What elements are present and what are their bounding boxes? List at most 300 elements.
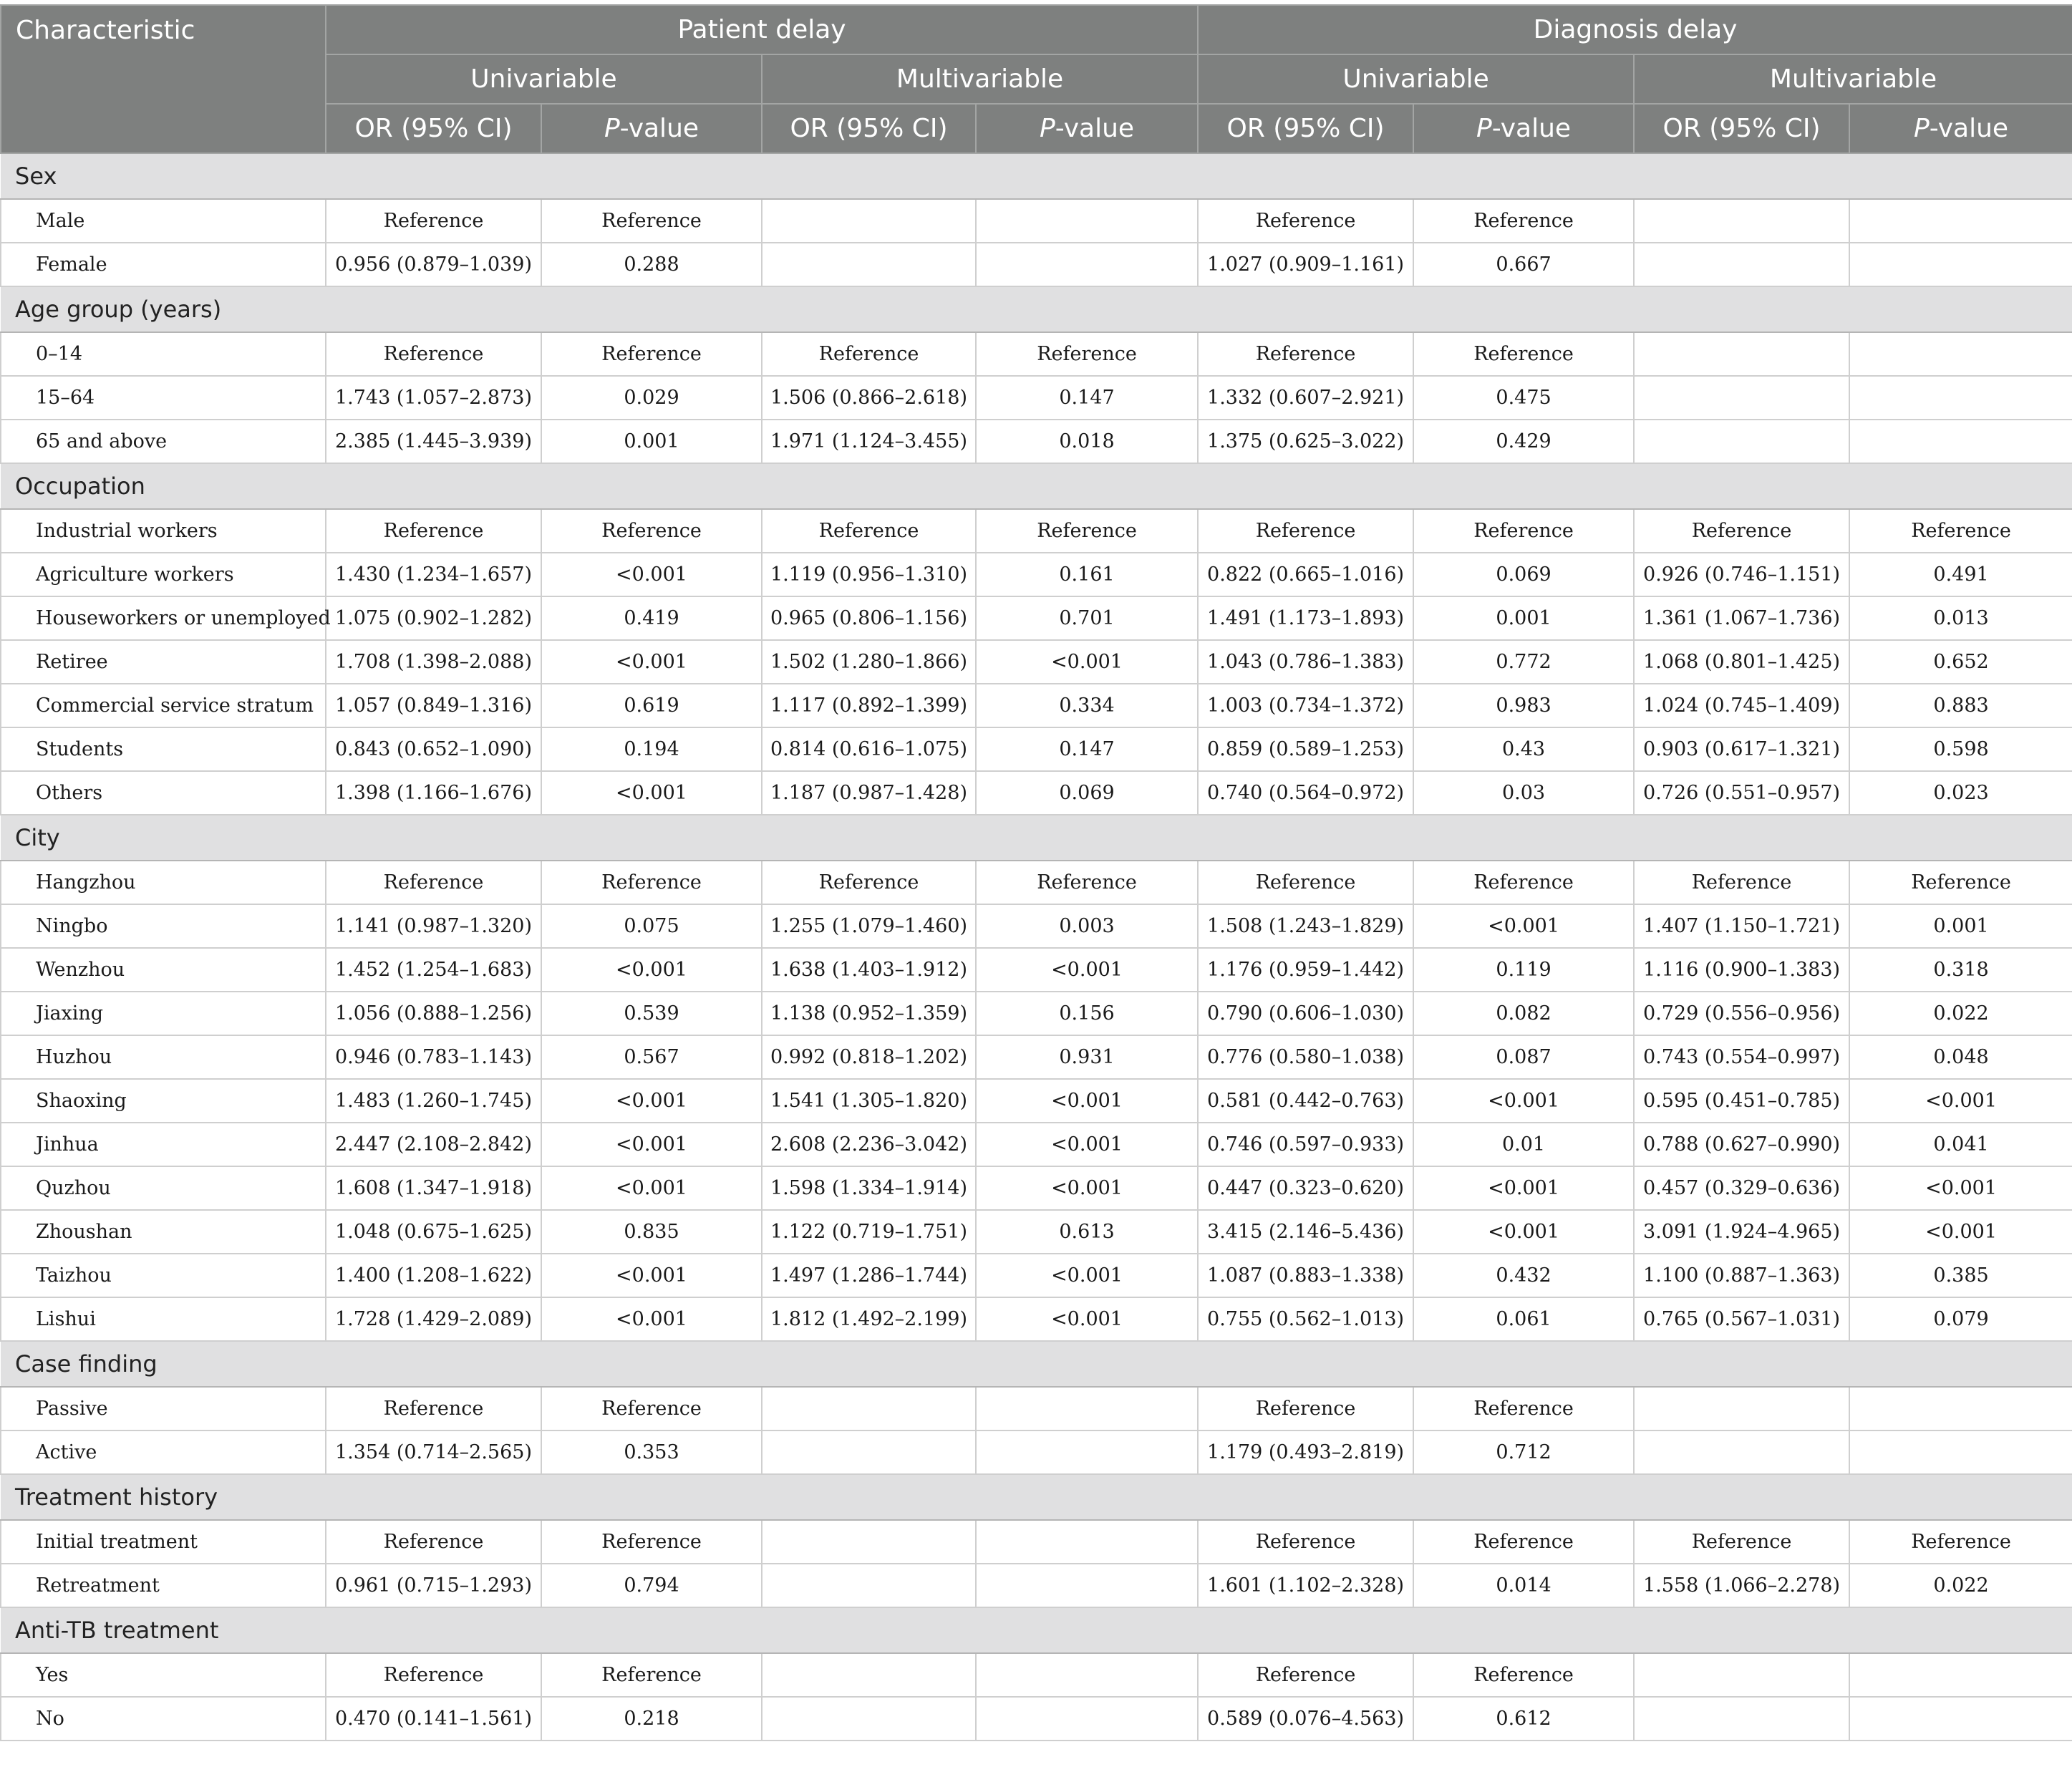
- row-label: Lishui: [1, 1297, 326, 1341]
- or-ci-cell: 0.470 (0.141–1.561): [326, 1697, 541, 1741]
- p-value-cell: 0.353: [541, 1430, 762, 1474]
- row-label: Others: [1, 771, 326, 815]
- table-row: [1, 1387, 2072, 1430]
- or-ci-cell: [762, 199, 976, 243]
- row-label: Retreatment: [1, 1564, 326, 1607]
- or-ci-cell: [1634, 1697, 1849, 1741]
- table-row: [1, 948, 2072, 992]
- row-label: Students: [1, 727, 326, 771]
- patient-delay-header: Patient delay: [326, 5, 1198, 54]
- or-ci-cell: [762, 1564, 976, 1607]
- or-ci-cell: 1.638 (1.403–1.912): [762, 948, 976, 992]
- patient-univariable-header: Univariable: [326, 54, 762, 104]
- p-value-cell: 0.156: [976, 992, 1198, 1035]
- or-ci-cell: Reference: [326, 1520, 541, 1564]
- or-ci-cell: 0.589 (0.076–4.563): [1198, 1697, 1413, 1741]
- or-ci-cell: Reference: [326, 861, 541, 904]
- table-row: [1, 509, 2072, 553]
- table-row: [1, 1123, 2072, 1166]
- p-value-cell: 0.288: [541, 243, 762, 286]
- or-ci-cell: 0.961 (0.715–1.293): [326, 1564, 541, 1607]
- p-value-cell: Reference: [1849, 1520, 2072, 1564]
- table-row: [1, 243, 2072, 286]
- or-ci-cell: 1.361 (1.067–1.736): [1634, 596, 1849, 640]
- p-value-cell: 0.003: [976, 904, 1198, 948]
- or-ci-cell: 1.057 (0.849–1.316): [326, 684, 541, 727]
- or-ci-cell: 1.400 (1.208–1.622): [326, 1254, 541, 1297]
- or-ci-cell: Reference: [1198, 509, 1413, 553]
- or-ci-cell: 1.187 (0.987–1.428): [762, 771, 976, 815]
- table-row: [1, 376, 2072, 420]
- or-ci-cell: 1.122 (0.719–1.751): [762, 1210, 976, 1254]
- group-title: Case finding: [1, 1341, 2072, 1387]
- or-ci-cell: 3.091 (1.924–4.965): [1634, 1210, 1849, 1254]
- p-value-cell: Reference: [541, 1387, 762, 1430]
- or-ci-cell: 0.992 (0.818–1.202): [762, 1035, 976, 1079]
- p-value-header: P-value: [541, 104, 762, 153]
- p-value-header: P-value: [976, 104, 1198, 153]
- or-ci-cell: Reference: [326, 1387, 541, 1430]
- or-ci-cell: 2.608 (2.236–3.042): [762, 1123, 976, 1166]
- p-value-cell: 0.048: [1849, 1035, 2072, 1079]
- p-value-cell: [976, 1564, 1198, 1607]
- p-value-cell: 0.619: [541, 684, 762, 727]
- row-label: Jiaxing: [1, 992, 326, 1035]
- p-value-cell: [1849, 1653, 2072, 1697]
- group-title: Anti-TB treatment: [1, 1607, 2072, 1653]
- or-ci-cell: 1.068 (0.801–1.425): [1634, 640, 1849, 684]
- regression-table: [0, 4, 2072, 1741]
- row-label: Houseworkers or unemployed: [1, 596, 326, 640]
- diagnosis-multivariable-header: Multivariable: [1634, 54, 2072, 104]
- table-row: [1, 992, 2072, 1035]
- p-value-cell: [1849, 1430, 2072, 1474]
- row-label: Commercial service stratum: [1, 684, 326, 727]
- p-value-cell: <0.001: [541, 553, 762, 596]
- p-value-cell: 0.061: [1413, 1297, 1634, 1341]
- patient-multivariable-header: Multivariable: [762, 54, 1198, 104]
- or-ci-cell: [762, 1387, 976, 1430]
- p-value-cell: <0.001: [1413, 1079, 1634, 1123]
- characteristic-header: Characteristic: [1, 5, 326, 153]
- or-ci-cell: 0.581 (0.442–0.763): [1198, 1079, 1413, 1123]
- row-label: Ningbo: [1, 904, 326, 948]
- or-ci-header: OR (95% CI): [326, 104, 541, 153]
- or-ci-cell: [762, 1653, 976, 1697]
- row-label: Shaoxing: [1, 1079, 326, 1123]
- group-row: [1, 1607, 2072, 1653]
- p-value-cell: 0.079: [1849, 1297, 2072, 1341]
- or-ci-cell: 1.601 (1.102–2.328): [1198, 1564, 1413, 1607]
- row-label: No: [1, 1697, 326, 1741]
- or-ci-cell: 0.859 (0.589–1.253): [1198, 727, 1413, 771]
- or-ci-cell: Reference: [762, 332, 976, 376]
- or-ci-cell: 0.843 (0.652–1.090): [326, 727, 541, 771]
- p-value-cell: 0.01: [1413, 1123, 1634, 1166]
- p-value-header: P-value: [1413, 104, 1634, 153]
- or-ci-cell: 1.708 (1.398–2.088): [326, 640, 541, 684]
- table-row: [1, 1653, 2072, 1697]
- p-value-cell: 0.701: [976, 596, 1198, 640]
- p-value-cell: 0.119: [1413, 948, 1634, 992]
- p-value-cell: 0.429: [1413, 420, 1634, 463]
- group-row: [1, 1474, 2072, 1520]
- or-ci-cell: 1.430 (1.234–1.657): [326, 553, 541, 596]
- p-value-cell: [1849, 376, 2072, 420]
- p-value-cell: Reference: [1849, 861, 2072, 904]
- table-row: [1, 1564, 2072, 1607]
- or-ci-cell: Reference: [1198, 332, 1413, 376]
- or-ci-cell: 0.447 (0.323–0.620): [1198, 1166, 1413, 1210]
- or-ci-cell: 1.003 (0.734–1.372): [1198, 684, 1413, 727]
- table-row: [1, 199, 2072, 243]
- p-value-cell: <0.001: [541, 771, 762, 815]
- table-row: [1, 640, 2072, 684]
- p-value-cell: [1849, 420, 2072, 463]
- or-ci-cell: 2.447 (2.108–2.842): [326, 1123, 541, 1166]
- or-ci-cell: [1634, 1387, 1849, 1430]
- p-value-cell: 0.334: [976, 684, 1198, 727]
- group-row: [1, 815, 2072, 861]
- p-value-cell: Reference: [541, 332, 762, 376]
- p-value-cell: 0.385: [1849, 1254, 2072, 1297]
- table-row: [1, 1254, 2072, 1297]
- or-ci-cell: 1.502 (1.280–1.866): [762, 640, 976, 684]
- p-value-cell: Reference: [976, 509, 1198, 553]
- table-header: [1, 5, 2072, 153]
- table-row: [1, 1697, 2072, 1741]
- group-row: [1, 463, 2072, 509]
- or-ci-cell: 0.729 (0.556–0.956): [1634, 992, 1849, 1035]
- or-ci-cell: 1.027 (0.909–1.161): [1198, 243, 1413, 286]
- or-ci-cell: 0.457 (0.329–0.636): [1634, 1166, 1849, 1210]
- or-ci-cell: 1.497 (1.286–1.744): [762, 1254, 976, 1297]
- p-value-cell: 0.023: [1849, 771, 2072, 815]
- table-row: [1, 1035, 2072, 1079]
- p-value-header: P-value: [1849, 104, 2072, 153]
- or-ci-cell: 1.100 (0.887–1.363): [1634, 1254, 1849, 1297]
- or-ci-cell: Reference: [1198, 199, 1413, 243]
- p-value-cell: Reference: [1413, 861, 1634, 904]
- or-ci-header: OR (95% CI): [1634, 104, 1849, 153]
- p-value-cell: Reference: [541, 509, 762, 553]
- p-value-cell: [1849, 243, 2072, 286]
- p-value-cell: 0.022: [1849, 992, 2072, 1035]
- p-value-cell: [1849, 332, 2072, 376]
- row-label: Jinhua: [1, 1123, 326, 1166]
- p-value-cell: 0.087: [1413, 1035, 1634, 1079]
- or-ci-cell: Reference: [326, 509, 541, 553]
- table-body: [1, 153, 2072, 1741]
- p-value-cell: 0.029: [541, 376, 762, 420]
- diagnosis-delay-header: Diagnosis delay: [1198, 5, 2072, 54]
- or-ci-cell: [1634, 1653, 1849, 1697]
- p-value-cell: <0.001: [1849, 1166, 2072, 1210]
- or-ci-cell: 0.956 (0.879–1.039): [326, 243, 541, 286]
- p-value-cell: 0.539: [541, 992, 762, 1035]
- or-ci-cell: Reference: [326, 199, 541, 243]
- group-title: Occupation: [1, 463, 2072, 509]
- p-value-cell: <0.001: [541, 1297, 762, 1341]
- group-row: [1, 286, 2072, 332]
- table-row: [1, 684, 2072, 727]
- p-value-cell: <0.001: [976, 1254, 1198, 1297]
- or-ci-cell: Reference: [326, 1653, 541, 1697]
- row-label: Passive: [1, 1387, 326, 1430]
- or-ci-cell: 1.598 (1.334–1.914): [762, 1166, 976, 1210]
- diagnosis-univariable-header: Univariable: [1198, 54, 1634, 104]
- or-ci-cell: [762, 1520, 976, 1564]
- p-value-cell: 0.075: [541, 904, 762, 948]
- or-ci-cell: Reference: [762, 861, 976, 904]
- p-value-cell: [976, 1697, 1198, 1741]
- row-label: Female: [1, 243, 326, 286]
- row-label: Initial treatment: [1, 1520, 326, 1564]
- or-ci-cell: 1.971 (1.124–3.455): [762, 420, 976, 463]
- p-value-cell: [1849, 1387, 2072, 1430]
- p-value-cell: 0.069: [976, 771, 1198, 815]
- p-value-cell: Reference: [541, 1520, 762, 1564]
- p-value-cell: 0.082: [1413, 992, 1634, 1035]
- p-value-cell: Reference: [541, 1653, 762, 1697]
- p-value-cell: <0.001: [1413, 1166, 1634, 1210]
- or-ci-cell: 1.508 (1.243–1.829): [1198, 904, 1413, 948]
- p-value-cell: [976, 1653, 1198, 1697]
- p-value-cell: <0.001: [976, 948, 1198, 992]
- or-ci-cell: 0.746 (0.597–0.933): [1198, 1123, 1413, 1166]
- p-value-cell: <0.001: [976, 1123, 1198, 1166]
- p-value-cell: 0.041: [1849, 1123, 2072, 1166]
- p-value-cell: 0.772: [1413, 640, 1634, 684]
- or-ci-cell: 0.726 (0.551–0.957): [1634, 771, 1849, 815]
- p-value-cell: 0.712: [1413, 1430, 1634, 1474]
- p-value-cell: <0.001: [1849, 1210, 2072, 1254]
- p-value-cell: 0.318: [1849, 948, 2072, 992]
- or-ci-cell: 1.407 (1.150–1.721): [1634, 904, 1849, 948]
- row-label: Wenzhou: [1, 948, 326, 992]
- row-label: Taizhou: [1, 1254, 326, 1297]
- row-label: 65 and above: [1, 420, 326, 463]
- p-value-cell: Reference: [1413, 1653, 1634, 1697]
- p-value-cell: Reference: [1413, 1520, 1634, 1564]
- or-ci-cell: 1.043 (0.786–1.383): [1198, 640, 1413, 684]
- p-value-cell: <0.001: [1413, 1210, 1634, 1254]
- or-ci-cell: 1.138 (0.952–1.359): [762, 992, 976, 1035]
- table-row: [1, 727, 2072, 771]
- or-ci-cell: 1.541 (1.305–1.820): [762, 1079, 976, 1123]
- or-ci-cell: 0.946 (0.783–1.143): [326, 1035, 541, 1079]
- or-ci-cell: 1.491 (1.173–1.893): [1198, 596, 1413, 640]
- or-ci-cell: 0.755 (0.562–1.013): [1198, 1297, 1413, 1341]
- p-value-cell: <0.001: [976, 1297, 1198, 1341]
- or-ci-cell: Reference: [1198, 1520, 1413, 1564]
- or-ci-cell: [762, 243, 976, 286]
- p-value-cell: 0.147: [976, 376, 1198, 420]
- or-ci-header: OR (95% CI): [762, 104, 976, 153]
- or-ci-cell: 0.595 (0.451–0.785): [1634, 1079, 1849, 1123]
- p-value-cell: 0.931: [976, 1035, 1198, 1079]
- p-value-cell: 0.612: [1413, 1697, 1634, 1741]
- or-ci-cell: 0.790 (0.606–1.030): [1198, 992, 1413, 1035]
- or-ci-cell: 1.024 (0.745–1.409): [1634, 684, 1849, 727]
- p-value-cell: [976, 1430, 1198, 1474]
- p-value-cell: 0.419: [541, 596, 762, 640]
- or-ci-cell: Reference: [1198, 1387, 1413, 1430]
- table-row: [1, 1430, 2072, 1474]
- or-ci-cell: 1.452 (1.254–1.683): [326, 948, 541, 992]
- p-value-cell: 0.218: [541, 1697, 762, 1741]
- or-ci-cell: 1.176 (0.959–1.442): [1198, 948, 1413, 992]
- table-row: [1, 1210, 2072, 1254]
- or-ci-cell: Reference: [1634, 861, 1849, 904]
- p-value-cell: Reference: [1413, 509, 1634, 553]
- p-value-cell: 0.475: [1413, 376, 1634, 420]
- p-value-cell: 0.667: [1413, 243, 1634, 286]
- row-label: Zhoushan: [1, 1210, 326, 1254]
- or-ci-cell: 1.075 (0.902–1.282): [326, 596, 541, 640]
- p-value-cell: Reference: [1413, 332, 1634, 376]
- table-row: [1, 1166, 2072, 1210]
- or-ci-cell: 1.116 (0.900–1.383): [1634, 948, 1849, 992]
- p-value-cell: 0.794: [541, 1564, 762, 1607]
- or-ci-cell: Reference: [1634, 1520, 1849, 1564]
- p-value-cell: <0.001: [541, 640, 762, 684]
- row-label: 0–14: [1, 332, 326, 376]
- or-ci-cell: 1.048 (0.675–1.625): [326, 1210, 541, 1254]
- table-row: [1, 420, 2072, 463]
- p-value-cell: 0.001: [541, 420, 762, 463]
- p-value-cell: Reference: [541, 861, 762, 904]
- or-ci-cell: 1.117 (0.892–1.399): [762, 684, 976, 727]
- p-value-cell: 0.069: [1413, 553, 1634, 596]
- table-row: [1, 553, 2072, 596]
- table-row: [1, 771, 2072, 815]
- group-title: Treatment history: [1, 1474, 2072, 1520]
- row-label: Hangzhou: [1, 861, 326, 904]
- or-ci-cell: 0.765 (0.567–1.031): [1634, 1297, 1849, 1341]
- p-value-cell: 0.432: [1413, 1254, 1634, 1297]
- row-label: Huzhou: [1, 1035, 326, 1079]
- p-value-cell: 0.598: [1849, 727, 2072, 771]
- p-value-cell: [976, 1387, 1198, 1430]
- or-ci-cell: 1.812 (1.492–2.199): [762, 1297, 976, 1341]
- row-label: Quzhou: [1, 1166, 326, 1210]
- or-ci-cell: Reference: [762, 509, 976, 553]
- table-row: [1, 861, 2072, 904]
- p-value-cell: <0.001: [541, 1166, 762, 1210]
- p-value-cell: <0.001: [1849, 1079, 2072, 1123]
- or-ci-cell: Reference: [1198, 861, 1413, 904]
- or-ci-cell: [1634, 1430, 1849, 1474]
- or-ci-cell: 1.398 (1.166–1.676): [326, 771, 541, 815]
- p-value-cell: [976, 1520, 1198, 1564]
- p-value-cell: 0.022: [1849, 1564, 2072, 1607]
- group-row: [1, 1341, 2072, 1387]
- p-value-cell: <0.001: [541, 1123, 762, 1166]
- or-ci-cell: 1.179 (0.493–2.819): [1198, 1430, 1413, 1474]
- or-ci-cell: 0.776 (0.580–1.038): [1198, 1035, 1413, 1079]
- or-ci-cell: [1634, 243, 1849, 286]
- or-ci-cell: 1.255 (1.079–1.460): [762, 904, 976, 948]
- or-ci-cell: 0.743 (0.554–0.997): [1634, 1035, 1849, 1079]
- p-value-cell: Reference: [976, 861, 1198, 904]
- p-value-cell: Reference: [1413, 199, 1634, 243]
- or-ci-cell: 2.385 (1.445–3.939): [326, 420, 541, 463]
- p-value-cell: <0.001: [976, 1166, 1198, 1210]
- or-ci-cell: Reference: [1198, 1653, 1413, 1697]
- table-row: [1, 904, 2072, 948]
- p-value-cell: <0.001: [976, 1079, 1198, 1123]
- row-label: Male: [1, 199, 326, 243]
- p-value-cell: Reference: [541, 199, 762, 243]
- p-value-cell: <0.001: [541, 1079, 762, 1123]
- or-ci-cell: 1.119 (0.956–1.310): [762, 553, 976, 596]
- group-row: [1, 153, 2072, 199]
- p-value-cell: 0.567: [541, 1035, 762, 1079]
- or-ci-cell: [1634, 420, 1849, 463]
- row-label: Agriculture workers: [1, 553, 326, 596]
- or-ci-cell: 1.056 (0.888–1.256): [326, 992, 541, 1035]
- table-row: [1, 1079, 2072, 1123]
- p-value-cell: 0.194: [541, 727, 762, 771]
- or-ci-cell: 1.354 (0.714–2.565): [326, 1430, 541, 1474]
- or-ci-cell: Reference: [1634, 509, 1849, 553]
- p-value-cell: 0.001: [1413, 596, 1634, 640]
- or-ci-cell: 0.903 (0.617–1.321): [1634, 727, 1849, 771]
- or-ci-cell: 0.965 (0.806–1.156): [762, 596, 976, 640]
- or-ci-cell: 1.728 (1.429–2.089): [326, 1297, 541, 1341]
- or-ci-cell: 0.740 (0.564–0.972): [1198, 771, 1413, 815]
- p-value-cell: 0.652: [1849, 640, 2072, 684]
- row-label: Yes: [1, 1653, 326, 1697]
- row-label: Active: [1, 1430, 326, 1474]
- table-row: [1, 1520, 2072, 1564]
- row-label: Industrial workers: [1, 509, 326, 553]
- p-value-cell: <0.001: [541, 1254, 762, 1297]
- p-value-cell: 0.001: [1849, 904, 2072, 948]
- or-ci-header: OR (95% CI): [1198, 104, 1413, 153]
- or-ci-cell: 0.814 (0.616–1.075): [762, 727, 976, 771]
- p-value-cell: Reference: [976, 332, 1198, 376]
- or-ci-cell: [762, 1697, 976, 1741]
- or-ci-cell: 1.087 (0.883–1.338): [1198, 1254, 1413, 1297]
- or-ci-cell: [762, 1430, 976, 1474]
- table-row: [1, 332, 2072, 376]
- p-value-cell: 0.983: [1413, 684, 1634, 727]
- p-value-cell: 0.014: [1413, 1564, 1634, 1607]
- p-value-cell: Reference: [1413, 1387, 1634, 1430]
- p-value-cell: <0.001: [541, 948, 762, 992]
- or-ci-cell: 3.415 (2.146–5.436): [1198, 1210, 1413, 1254]
- or-ci-cell: 1.141 (0.987–1.320): [326, 904, 541, 948]
- table-row: [1, 596, 2072, 640]
- or-ci-cell: 0.926 (0.746–1.151): [1634, 553, 1849, 596]
- p-value-cell: [1849, 199, 2072, 243]
- p-value-cell: 0.03: [1413, 771, 1634, 815]
- group-title: Sex: [1, 153, 2072, 199]
- p-value-cell: <0.001: [1413, 904, 1634, 948]
- or-ci-cell: 1.483 (1.260–1.745): [326, 1079, 541, 1123]
- p-value-cell: 0.883: [1849, 684, 2072, 727]
- group-title: Age group (years): [1, 286, 2072, 332]
- p-value-cell: 0.147: [976, 727, 1198, 771]
- p-value-cell: [1849, 1697, 2072, 1741]
- or-ci-cell: 1.332 (0.607–2.921): [1198, 376, 1413, 420]
- group-title: City: [1, 815, 2072, 861]
- p-value-cell: 0.43: [1413, 727, 1634, 771]
- or-ci-cell: [1634, 332, 1849, 376]
- or-ci-cell: 1.743 (1.057–2.873): [326, 376, 541, 420]
